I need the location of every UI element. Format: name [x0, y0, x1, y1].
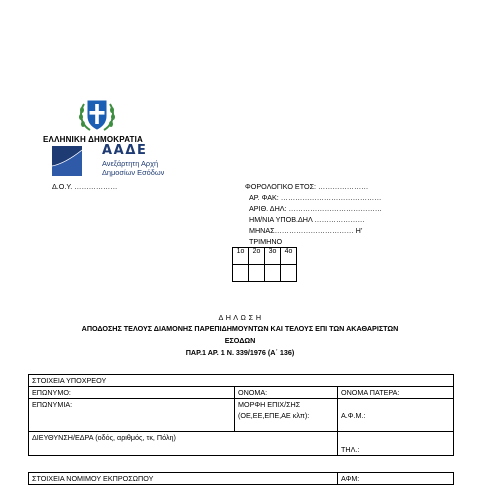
phone-field[interactable]: ΤΗΛ.: — [338, 432, 454, 456]
file-number-field: ΑΡ. ΦΑΚ: …………………………………… — [249, 193, 382, 202]
representative-table — [28, 472, 454, 485]
state-name: ΕΛΛΗΝΙΚΗ ΔΗΜΟΚΡΑΤΙΑ — [43, 135, 143, 144]
legal-form-label-line1: ΜΟΡΦΗ ΕΠΙΧ/ΣΗΣ — [238, 400, 301, 409]
afm-field[interactable]: Α.Φ.Μ.: — [338, 399, 454, 432]
representative-section-title: ΣΤΟΙΧΕΙΑ ΝΟΜΙΜΟΥ ΕΚΠΡΟΣΩΠΟΥ — [29, 473, 338, 485]
declaration-title-line1: ΑΠΟΔΟΣΗΣ ΤΕΛΟΥΣ ΔΙΑΜΟΝΗΣ ΠΑΡΕΠΙΔΗΜΟΥΝΤΩΝ ΚΑΙ ΤΕΛΟΥΣ ΕΠΙ ΤΩΝ ΑΚΑΘΑΡΙΣΤΩΝ — [81, 324, 399, 333]
quarter-2-label: 2ο — [249, 248, 265, 265]
declaration-number-field: ΑΡΙΘ. ΔΗΛ: ………………………………… — [249, 204, 382, 213]
quarter-4-label: 4ο — [281, 248, 297, 265]
quarter-3-label: 3ο — [265, 248, 281, 265]
company-name-field[interactable]: ΕΠΩΝΥΜΙΑ: — [29, 399, 235, 432]
legal-form-field[interactable] — [235, 399, 338, 432]
quarter-3-box[interactable] — [265, 265, 281, 282]
quarter-1-box[interactable] — [233, 265, 249, 282]
declaration-law-reference: ΠΑΡ.1 ΑΡ. 1 Ν. 339/1976 (Α΄ 136) — [185, 348, 295, 357]
quarter-label: ΤΡΙΜΗΝΟ — [249, 237, 283, 246]
greek-emblem-icon — [76, 94, 118, 134]
declaration-heading: Δ Η Λ Ω Σ Η — [218, 313, 262, 322]
tax-year-field: ΦΟΡΟΛΟΓΙΚΟ ΕΤΟΣ: ………………… — [245, 182, 369, 191]
aade-subtitle-line2: Δημοσίων Εσόδων — [102, 168, 165, 177]
representative-afm-field[interactable]: ΑΦΜ: — [338, 473, 454, 485]
taxpayer-table — [28, 374, 454, 456]
father-name-field[interactable]: ΟΝΟΜΑ ΠΑΤΕΡΑ: — [338, 387, 454, 399]
quarter-1-label: 1ο — [233, 248, 249, 265]
name-field[interactable]: ΟΝΟΜΑ: — [235, 387, 338, 399]
address-field[interactable]: ΔΙΕΥΘΥΝΣΗ/ΕΔΡΑ (οδός, αριθμός, τκ, Πόλη) — [29, 432, 338, 456]
aade-name: ΑΑΔΕ — [102, 143, 148, 158]
doy-field: Δ.Ο.Υ. ……………… — [52, 182, 118, 191]
month-field: ΜΗΝΑΣ…………………………… Η’ — [249, 226, 363, 235]
taxpayer-section-title: ΣΤΟΙΧΕΙΑ ΥΠΟΧΡΕΟΥ — [29, 375, 454, 387]
legal-form-label-line2: (ΟΕ,ΕΕ,ΕΠΕ,ΑΕ κλπ): — [238, 411, 310, 420]
aade-logo-icon — [52, 146, 82, 176]
aade-subtitle-line1: Ανεξάρτητη Αρχή — [102, 159, 159, 168]
declaration-title-line2: ΕΣΟΔΩΝ — [224, 336, 256, 345]
quarter-boxes — [232, 247, 297, 282]
quarter-2-box[interactable] — [249, 265, 265, 282]
submission-date-field: ΗΜ/ΝΙΑ ΥΠΟΒ.ΔΗΛ ………………… — [249, 215, 365, 224]
surname-field[interactable]: ΕΠΩΝΥΜΟ: — [29, 387, 235, 399]
quarter-4-box[interactable] — [281, 265, 297, 282]
